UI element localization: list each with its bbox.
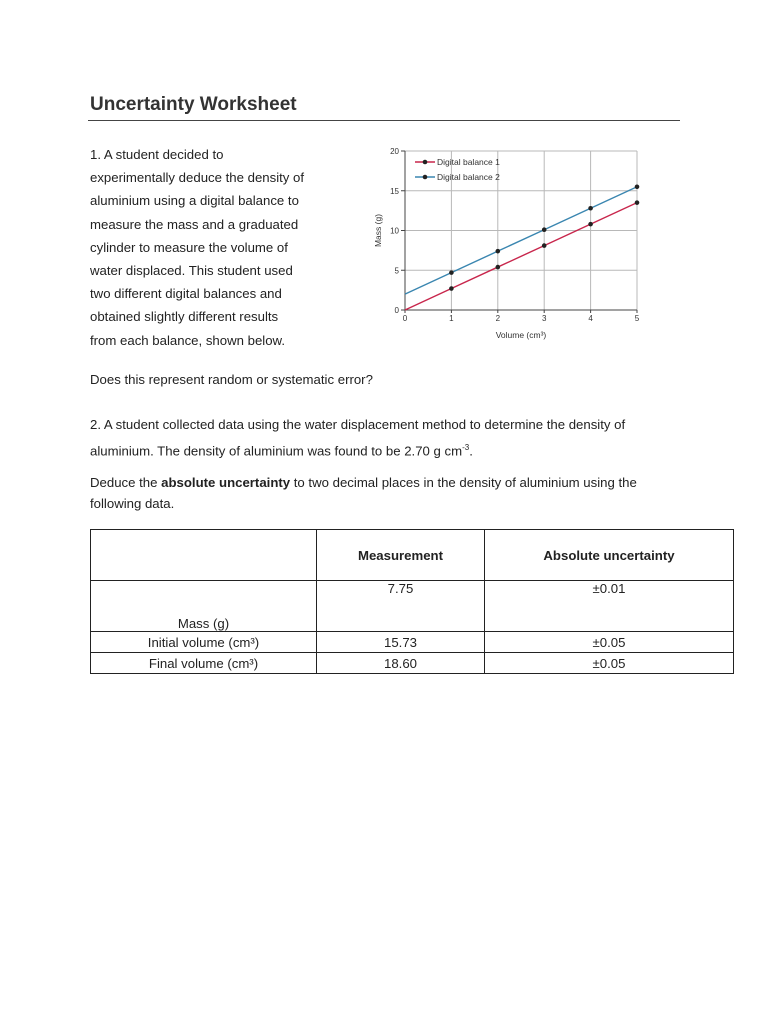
data-point-series-2 [449,270,454,275]
q2-text-end: . [469,443,473,459]
x-tick-label: 1 [449,314,454,323]
table-row [91,632,734,653]
q1-line: two different digital balances and [90,286,282,302]
question-1-prompt: Does this represent random or systematic error? [90,372,373,387]
mass-volume-chart [360,140,660,350]
q1-line: aluminium using a digital balance to [90,193,299,209]
table-row [91,653,734,674]
table-row [91,581,734,632]
q1-line: cylinder to measure the volume of [90,239,288,255]
uncertainty-cell: ±0.05 [485,653,734,674]
instr-bold: absolute uncertainty [161,475,291,490]
q1-line: 1. A student decided to [90,147,224,162]
legend-label-1: Digital balance 1 [437,157,500,167]
instr-end: to two decimal places in the density of aluminium using the following data. [90,475,637,511]
series-line-2 [405,187,637,294]
page-title: Uncertainty Worksheet [90,94,297,115]
legend-label-2: Digital balance 2 [437,172,500,182]
uncertainty-cell: ±0.05 [485,632,734,653]
q1-line: experimentally deduce the density of [90,170,305,186]
x-axis-label: Volume (cm³) [495,330,547,340]
row-label: Mass (g) [91,581,317,632]
q2-text-main: 2. A student collected data using the water displacement method to determine the density of aluminium. The density of aluminium was found to be 2.70 g cm [90,417,626,459]
row-label: Final volume (cm³) [91,653,317,674]
data-point-series-1 [542,243,547,248]
y-axis-label: Mass (g) [373,213,383,248]
q1-line: from each balance, shown below. [90,332,285,348]
x-tick-label: 4 [588,314,593,323]
data-point-series-1 [496,265,501,270]
question-1-text [90,143,350,352]
legend-marker-2 [423,175,428,180]
y-tick-label: 0 [394,306,399,315]
y-tick-label: 10 [390,226,399,236]
x-tick-label: 3 [541,314,547,323]
q1-line: obtained slightly different results [90,309,279,325]
measurement-cell: 7.75 [317,581,485,632]
legend-marker-1 [423,160,428,165]
instr-start: Deduce the [90,475,162,490]
y-tick-label: 15 [390,186,399,196]
series-line-1 [405,203,637,310]
data-point-series-1 [588,222,593,227]
q1-line: measure the mass and a graduated [90,216,299,232]
row-label: Initial volume (cm³) [91,632,317,653]
question-2-text [90,413,680,462]
q2-text-exponent: -3 [462,443,470,452]
uncertainty-cell: ±0.01 [485,581,734,632]
uncertainty-table [90,529,734,674]
x-tick-label: 0 [402,314,408,323]
data-point-series-2 [496,249,501,254]
table-header: Absolute uncertainty [485,530,734,581]
y-tick-label: 5 [394,266,399,276]
table-header: Measurement [317,530,485,581]
data-point-series-2 [542,227,547,232]
x-tick-label: 5 [634,314,640,323]
table-header [91,530,317,581]
data-point-series-1 [635,200,640,205]
measurement-cell: 18.60 [317,653,485,674]
data-point-series-2 [588,206,593,211]
data-point-series-2 [635,184,640,189]
table-header-row [91,530,734,581]
x-tick-label: 2 [495,314,501,323]
measurement-cell: 15.73 [317,632,485,653]
data-point-series-1 [449,286,454,291]
q1-line: water displaced. This student used [90,263,293,279]
question-2-instruction [90,472,680,514]
title-divider [88,120,680,121]
y-tick-label: 20 [390,147,399,156]
